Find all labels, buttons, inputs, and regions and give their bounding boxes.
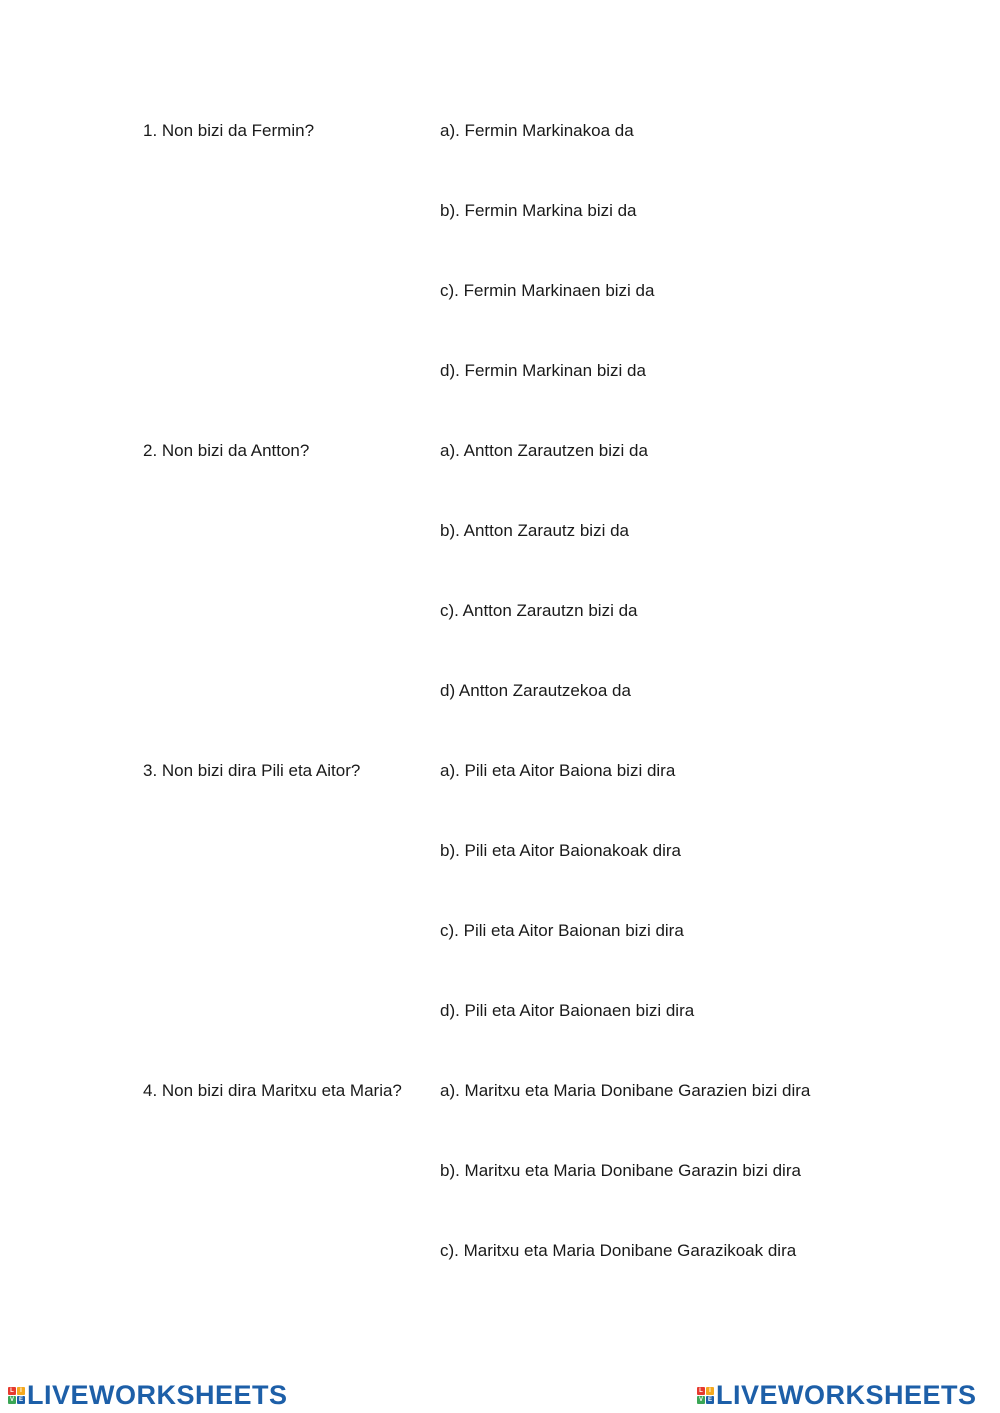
liveworksheets-brand-text: LIVEWORKSHEETS (716, 1379, 977, 1410)
liveworksheets-logo-left (8, 1380, 288, 1410)
question-3-option-a[interactable]: a). Pili eta Aitor Baiona bizi dira (440, 761, 676, 780)
logo-icon-letter-i: I (17, 1387, 25, 1395)
question-4-option-b[interactable]: b). Maritxu eta Maria Donibane Garazin bizi dira (440, 1161, 801, 1180)
logo-icon-letter-v: V (698, 1396, 703, 1403)
logo-icon-letter-e: E (18, 1396, 23, 1403)
question-1-option-a[interactable]: a). Fermin Markinakoa da (440, 121, 634, 140)
question-2: 2. Non bizi da Antton? (143, 441, 310, 460)
logo-icon-letter-v: V (9, 1396, 14, 1403)
liveworksheets-logo-right (697, 1380, 977, 1410)
question-4: 4. Non bizi dira Maritxu eta Maria? (143, 1081, 402, 1100)
question-3-option-b[interactable]: b). Pili eta Aitor Baionakoak dira (440, 841, 681, 860)
logo-icon-letter-l: L (697, 1387, 705, 1395)
question-3-option-d[interactable]: d). Pili eta Aitor Baionaen bizi dira (440, 1001, 695, 1020)
question-1: 1. Non bizi da Fermin? (143, 121, 315, 140)
question-2-option-b[interactable]: b). Antton Zarautz bizi da (440, 521, 629, 540)
liveworksheets-brand-text: LIVEWORKSHEETS (27, 1379, 288, 1410)
logo-icon-letter-i: I (706, 1387, 714, 1395)
question-1-option-c[interactable]: c). Fermin Markinaen bizi da (440, 281, 655, 300)
logo-icon-letter-e: E (707, 1396, 712, 1403)
question-4-option-a[interactable]: a). Maritxu eta Maria Donibane Garazien bizi dira (440, 1081, 811, 1100)
liveworksheets-logo-icon (697, 1387, 714, 1404)
liveworksheets-logo-icon (8, 1387, 25, 1404)
question-1-option-d[interactable]: d). Fermin Markinan bizi da (440, 361, 646, 380)
question-2-option-a[interactable]: a). Antton Zarautzen bizi da (440, 441, 648, 460)
logo-icon-letter-l: L (8, 1387, 16, 1395)
question-2-option-c[interactable]: c). Antton Zarautzn bizi da (440, 601, 638, 620)
question-3: 3. Non bizi dira Pili eta Aitor? (143, 761, 361, 780)
question-3-option-c[interactable]: c). Pili eta Aitor Baionan bizi dira (440, 921, 684, 940)
question-1-option-b[interactable]: b). Fermin Markina bizi da (440, 201, 637, 220)
question-4-option-c[interactable]: c). Maritxu eta Maria Donibane Garazikoak dira (440, 1241, 797, 1260)
question-2-option-d[interactable]: d) Antton Zarautzekoa da (440, 681, 631, 700)
